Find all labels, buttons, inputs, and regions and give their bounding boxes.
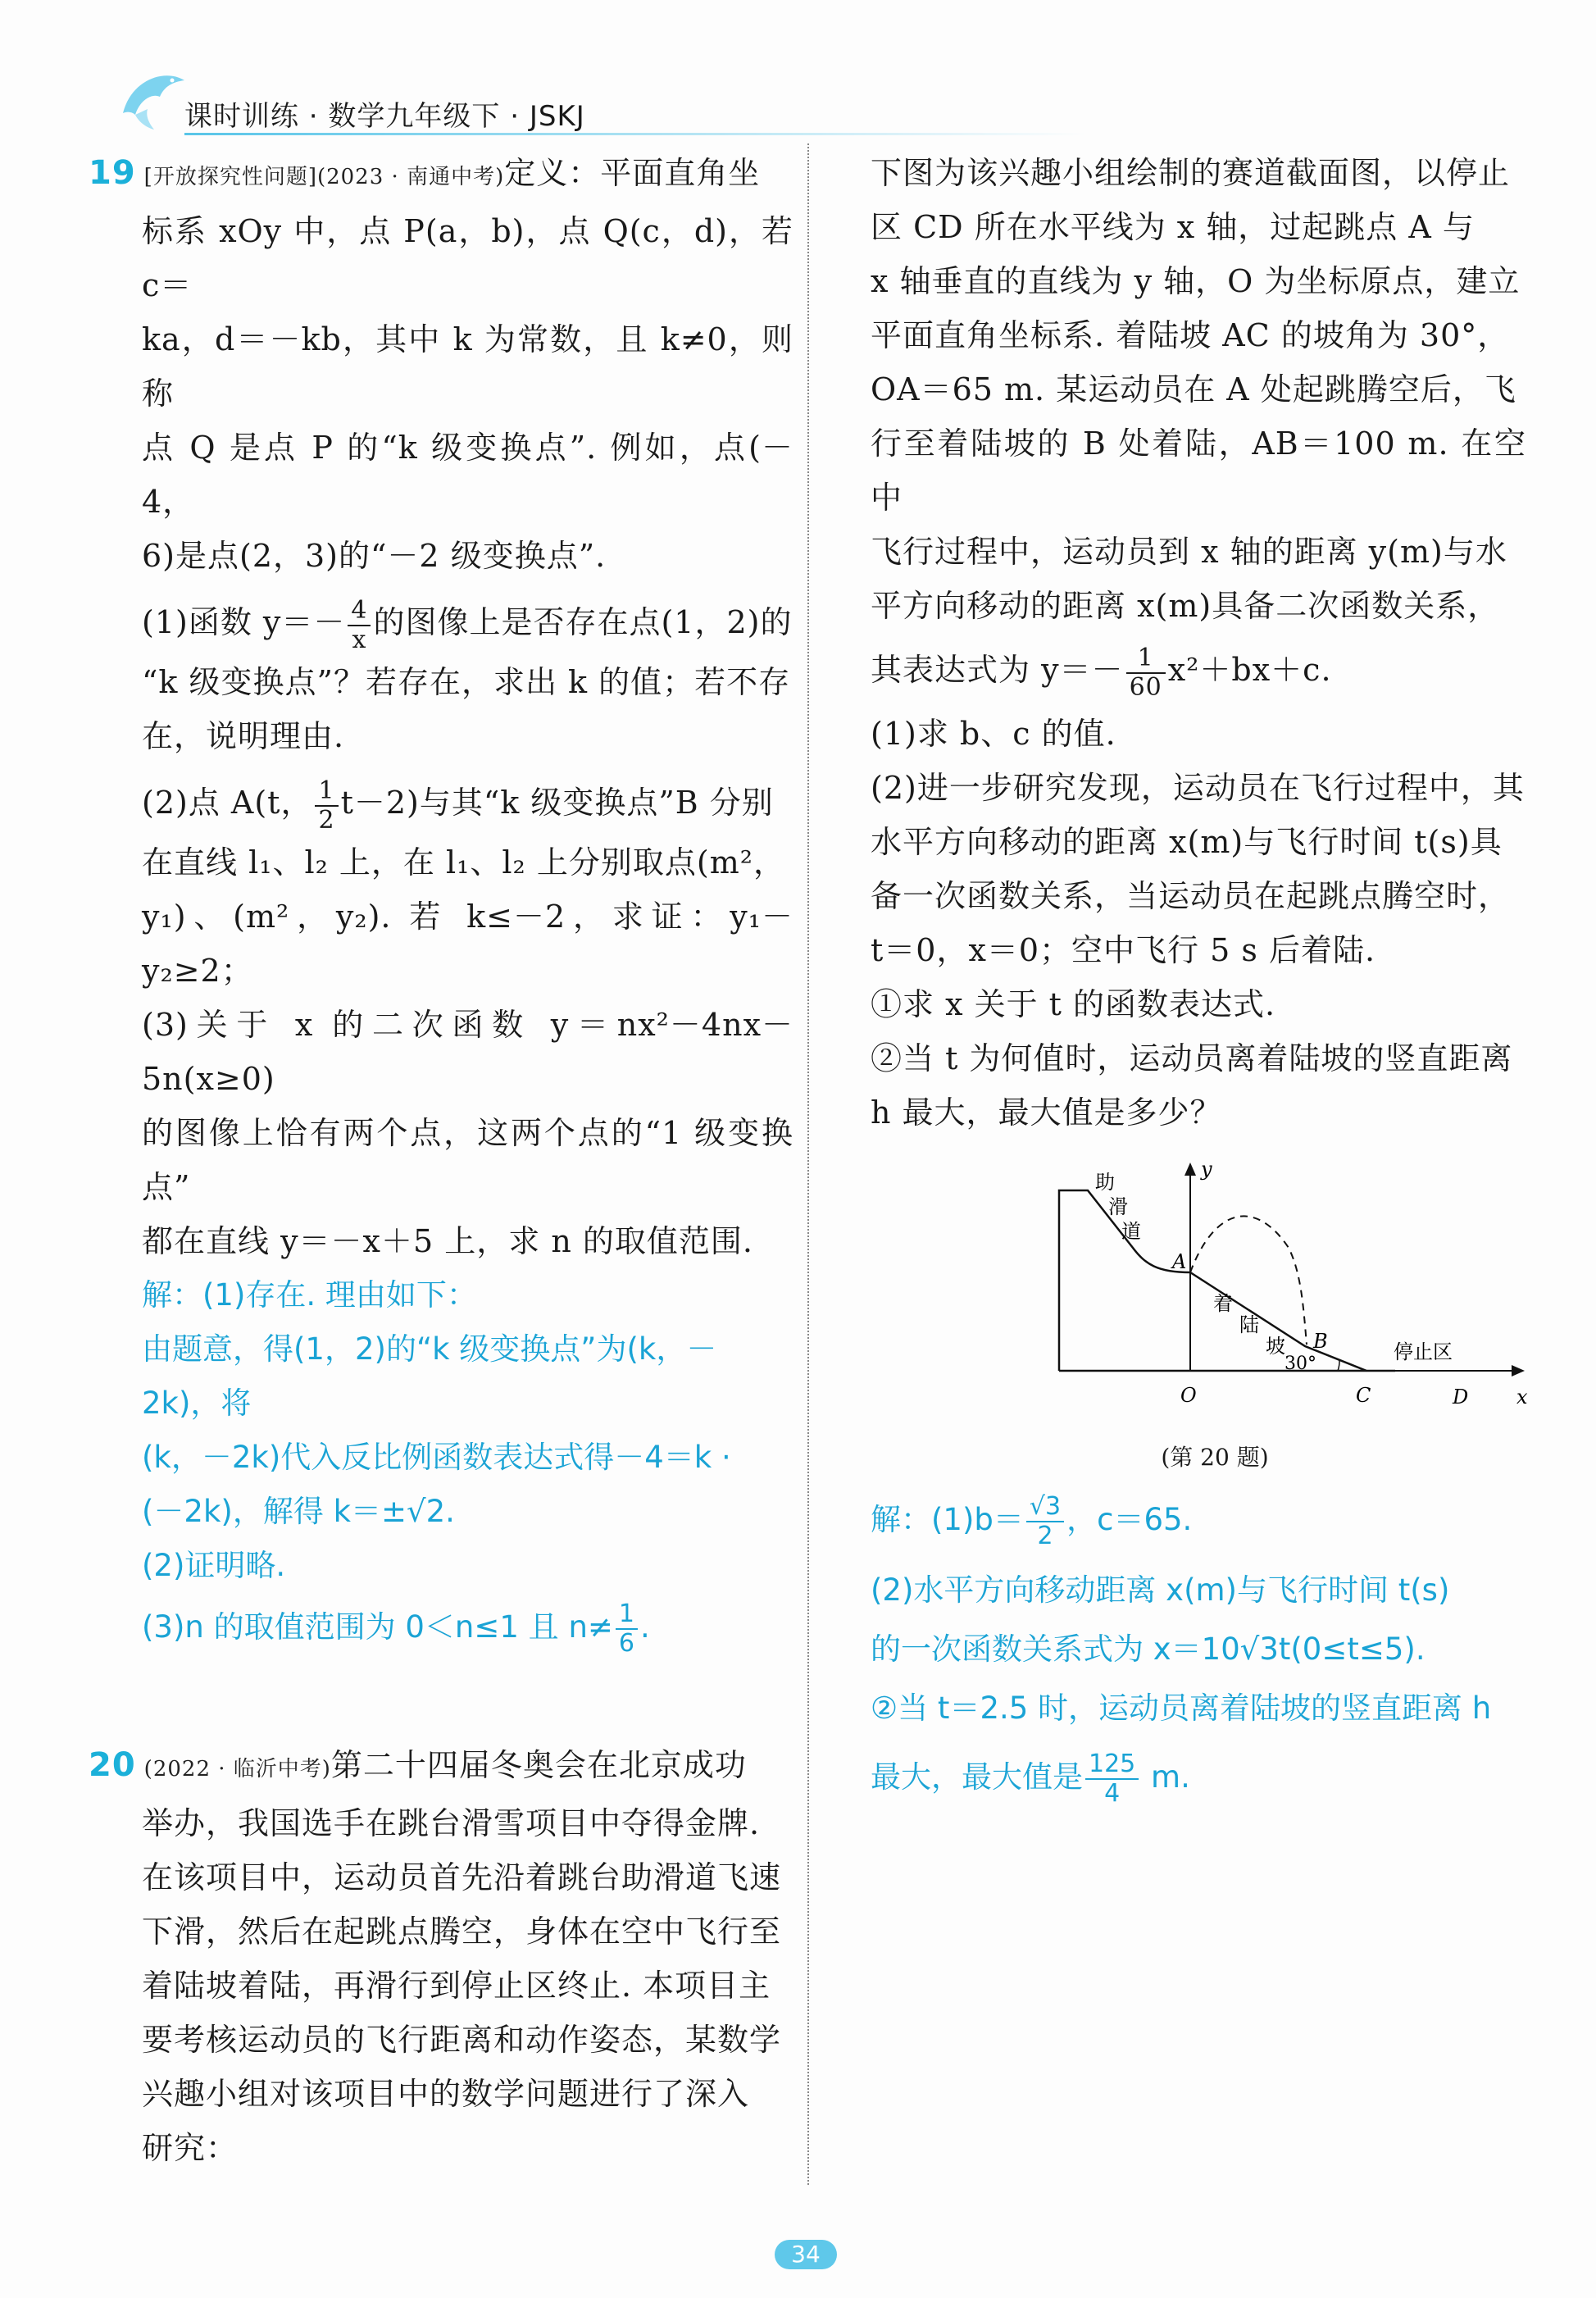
q20-line: 平方向移动的距离 x(m)具备二次函数关系， — [871, 588, 1500, 624]
q20-part-line: t＝0，x＝0；空中飞行 5 s 后着陆. — [871, 932, 1376, 968]
q20-line: OA＝65 m. 某运动员在 A 处起跳腾空后，飞 — [871, 371, 1516, 407]
q19-solution-line: (3)n 的取值范围为 0＜n≤1 且 n≠ — [142, 1609, 613, 1645]
label-x: x — [1516, 1386, 1528, 1408]
q20-solution-2 — [871, 1561, 1526, 1738]
fraction-numerator: 1 — [315, 777, 338, 807]
fraction-denominator: 6 — [618, 1628, 634, 1658]
fraction-denominator: 2 — [1037, 1521, 1053, 1550]
x-axis-arrow-icon — [1512, 1365, 1525, 1377]
q20-stem-line: 第二十四届冬奥会在北京成功 — [330, 1747, 747, 1783]
q20-solution-line: 的一次函数关系式为 x＝10√3t(0≤t≤5). — [871, 1631, 1425, 1667]
fraction-denominator: x — [352, 625, 367, 654]
fraction-numerator: 125 — [1085, 1750, 1139, 1780]
label-c: C — [1356, 1384, 1371, 1407]
q20-stem-line: 下滑，然后在起跳点腾空，身体在空中飞行至 — [142, 1913, 782, 1950]
question-20-continued — [871, 146, 1526, 1817]
q20-stem-line: 兴趣小组对该项目中的数学问题进行了深入 — [142, 2076, 750, 2112]
q19-p2-text: t－2) — [340, 785, 420, 821]
page-header — [107, 72, 1435, 138]
q20-line: x 轴垂直的直线为 y 轴，O 为坐标原点，建立 — [871, 263, 1521, 299]
q19-solution-line: . — [639, 1609, 650, 1645]
header-title: 课时训练 · 数学九年级下 · JSKJ — [184, 100, 585, 133]
q19-p2-text: (t， — [254, 785, 313, 821]
dolphin-logo-icon — [115, 64, 193, 134]
label-slope-char: 着 — [1213, 1292, 1233, 1315]
ski-jump-diagram — [1043, 1158, 1535, 1436]
q20-stem-line: 在该项目中，运动员首先沿着跳台助滑道飞速 — [142, 1859, 782, 1895]
column-divider — [807, 143, 809, 2185]
q19-p2-text: (2)点 A — [142, 785, 255, 821]
q20-line: 行至着陆坡的 B 处着陆，AB＝100 m. 在空中 — [871, 425, 1526, 516]
q20-parts — [871, 707, 1526, 1140]
y-axis-arrow-icon — [1184, 1163, 1196, 1176]
q19-part-1-cont — [89, 655, 793, 763]
q19-stem-line: ka，d＝－kb，其中 k 为常数，且 k≠0，则称 — [142, 321, 793, 412]
label-stop-zone: 停止区 — [1394, 1340, 1453, 1363]
label-angle: 30° — [1285, 1354, 1316, 1374]
q19-solution-line: (k，－2k)代入反比例函数表达式得－4＝k · — [142, 1440, 731, 1475]
label-slope-char: 陆 — [1239, 1313, 1259, 1336]
q20-part-line: (2)进一步研究发现，运动员在飞行过程中，其 — [871, 770, 1525, 806]
q20-part-line: ②当 t 为何值时，运动员离着陆坡的竖直距离 — [871, 1040, 1513, 1076]
q20-line: 区 CD 所在水平线为 x 轴，过起跳点 A 与 — [871, 209, 1475, 245]
q20-number: 20 — [89, 1746, 136, 1784]
q19-solution-part-3 — [89, 1593, 793, 1662]
q19-p3-line: 的图像上恰有两个点，这两个点的“1 级变换点” — [142, 1115, 793, 1205]
q19-part-2-cont — [89, 835, 793, 998]
fraction-numerator: √3 — [1026, 1493, 1064, 1522]
question-19 — [89, 146, 793, 1662]
label-runway-char: 滑 — [1108, 1195, 1128, 1218]
fraction-denominator: 4 — [1104, 1778, 1121, 1808]
q20-line: 其表达式为 y＝－ — [871, 652, 1124, 688]
fraction-denominator: 2 — [318, 805, 335, 835]
q19-p1-text: (1)函数 y＝－ — [142, 604, 346, 640]
q20-line: 下图为该兴趣小组绘制的赛道截面图，以停止 — [871, 155, 1511, 191]
label-runway-char: 道 — [1121, 1220, 1141, 1243]
q20-solution-line: 解：(1)b＝ — [871, 1502, 1024, 1537]
q20-stem-line: 研究： — [142, 2130, 239, 2166]
q19-p1-line: “k 级变换点”？若存在，求出 k 的值；若不存 — [142, 664, 791, 700]
q19-p3-line: (3)关于 x 的二次函数 y＝nx²－4nx－5n(x≥0) — [142, 1007, 793, 1097]
q19-part-1 — [89, 589, 793, 655]
q20-solution-1 — [871, 1479, 1526, 1561]
q19-p2-fraction — [315, 777, 338, 835]
label-slope-char: 坡 — [1266, 1335, 1285, 1358]
q19-p2-line: 在直线 l₁、l₂ 上，在 l₁、l₂ 上分别取点(m²， — [142, 844, 785, 881]
q19-p1-fraction — [348, 597, 371, 654]
q20-description — [871, 146, 1526, 633]
q20-solution-line: m. — [1141, 1759, 1190, 1795]
q20-line: 飞行过程中，运动员到 x 轴的距离 y(m)与水 — [871, 534, 1507, 570]
q20-stem — [89, 1738, 793, 2175]
label-b: B — [1313, 1330, 1328, 1353]
q19-tag: [开放探究性问题](2023 · 南通中考) — [143, 165, 505, 189]
page-number: 34 — [775, 2240, 837, 2269]
q19-stem — [89, 146, 793, 583]
q19-p2-line: y₁)、(m²，y₂). 若 k≤－2，求证：y₁－y₂≥2； — [142, 899, 793, 989]
q19-solution-line: (－2k)，解得 k＝±√2. — [142, 1494, 455, 1529]
q20-part-line: (1)求 b、c 的值. — [871, 716, 1116, 752]
q20-solution-line: (2)水平方向移动距离 x(m)与飞行时间 t(s) — [871, 1572, 1450, 1608]
q19-solution-line: 解：(1)存在. 理由如下： — [142, 1277, 477, 1313]
q20-part-line: h 最大，最大值是多少？ — [871, 1094, 1222, 1131]
q20-line: x²＋bx＋c. — [1167, 652, 1332, 688]
q19-solution-fraction — [616, 1600, 638, 1658]
label-a: A — [1172, 1250, 1187, 1273]
q20-solution-line: 最大，最大值是 — [871, 1759, 1083, 1795]
q20-part-line: ①求 x 关于 t 的函数表达式. — [871, 986, 1276, 1022]
q19-part-3 — [89, 998, 793, 1268]
q19-p1-text: 的图像上是否存在点(1，2)的 — [373, 604, 793, 640]
angle-arc — [1338, 1360, 1339, 1371]
fraction-numerator: 4 — [348, 597, 371, 626]
q20-tag: (2022 · 临沂中考) — [143, 1757, 331, 1782]
label-runway-char: 助 — [1095, 1171, 1115, 1194]
question-20-stem — [89, 1738, 793, 2175]
q19-solution-line: 由题意，得(1，2)的“k 级变换点”为(k，－2k)，将 — [142, 1331, 717, 1421]
fraction-denominator: 60 — [1129, 672, 1162, 702]
q20-part-line: 水平方向移动的距离 x(m)与飞行时间 t(s)具 — [871, 824, 1503, 860]
q20-line: 平面直角坐标系. 着陆坡 AC 的坡角为 30°， — [871, 317, 1510, 353]
q20-stem-line: 着陆坡着陆，再滑行到停止区终止. 本项目主 — [142, 1968, 771, 2004]
q20-stem-line: 要考核运动员的飞行距离和动作姿态，某数学 — [142, 2022, 782, 2058]
figure-caption: (第 20 题) — [1161, 1444, 1269, 1471]
q19-part-2 — [89, 770, 793, 835]
header-underline — [184, 133, 1086, 135]
q19-stem-line: 定义：平面直角坐 — [504, 155, 761, 191]
q19-number: 19 — [89, 154, 136, 192]
fraction-numerator: 1 — [616, 1600, 638, 1630]
q19-solution — [89, 1268, 793, 1593]
q20-solution-fraction — [1085, 1750, 1139, 1808]
label-d: D — [1453, 1386, 1469, 1408]
fraction-numerator: 1 — [1126, 644, 1166, 674]
q19-stem-line: 标系 xOy 中，点 P(a，b)，点 Q(c，d)，若 c＝ — [142, 213, 793, 303]
q20-solution-3 — [871, 1738, 1526, 1817]
q19-p2-text: 与其“k 级变换点”B 分别 — [419, 785, 774, 821]
q20-stem-line: 举办，我国选手在跳台滑雪项目中夺得金牌. — [142, 1805, 761, 1841]
q19-solution-line: (2)证明略. — [142, 1548, 286, 1583]
q20-expression-fraction — [1126, 644, 1166, 702]
q19-p1-line: 在，说明理由. — [142, 718, 345, 754]
q19-stem-line: 6)是点(2，3)的“－2 级变换点”. — [142, 538, 607, 574]
label-y: y — [1201, 1158, 1212, 1181]
q20-expression — [871, 633, 1526, 707]
q20-solution-line: ，c＝65. — [1066, 1502, 1193, 1537]
q20-solution-fraction — [1026, 1493, 1064, 1550]
q20-part-line: 备一次函数关系，当运动员在起跳点腾空时， — [871, 878, 1511, 914]
q20-solution-line: ②当 t＝2.5 时，运动员离着陆坡的竖直距离 h — [871, 1691, 1492, 1726]
q19-p3-line: 都在直线 y＝－x＋5 上，求 n 的取值范围. — [142, 1223, 753, 1259]
q19-stem-line: 点 Q 是点 P 的“k 级变换点”. 例如，点(－4， — [142, 430, 793, 520]
label-o: O — [1180, 1384, 1197, 1407]
